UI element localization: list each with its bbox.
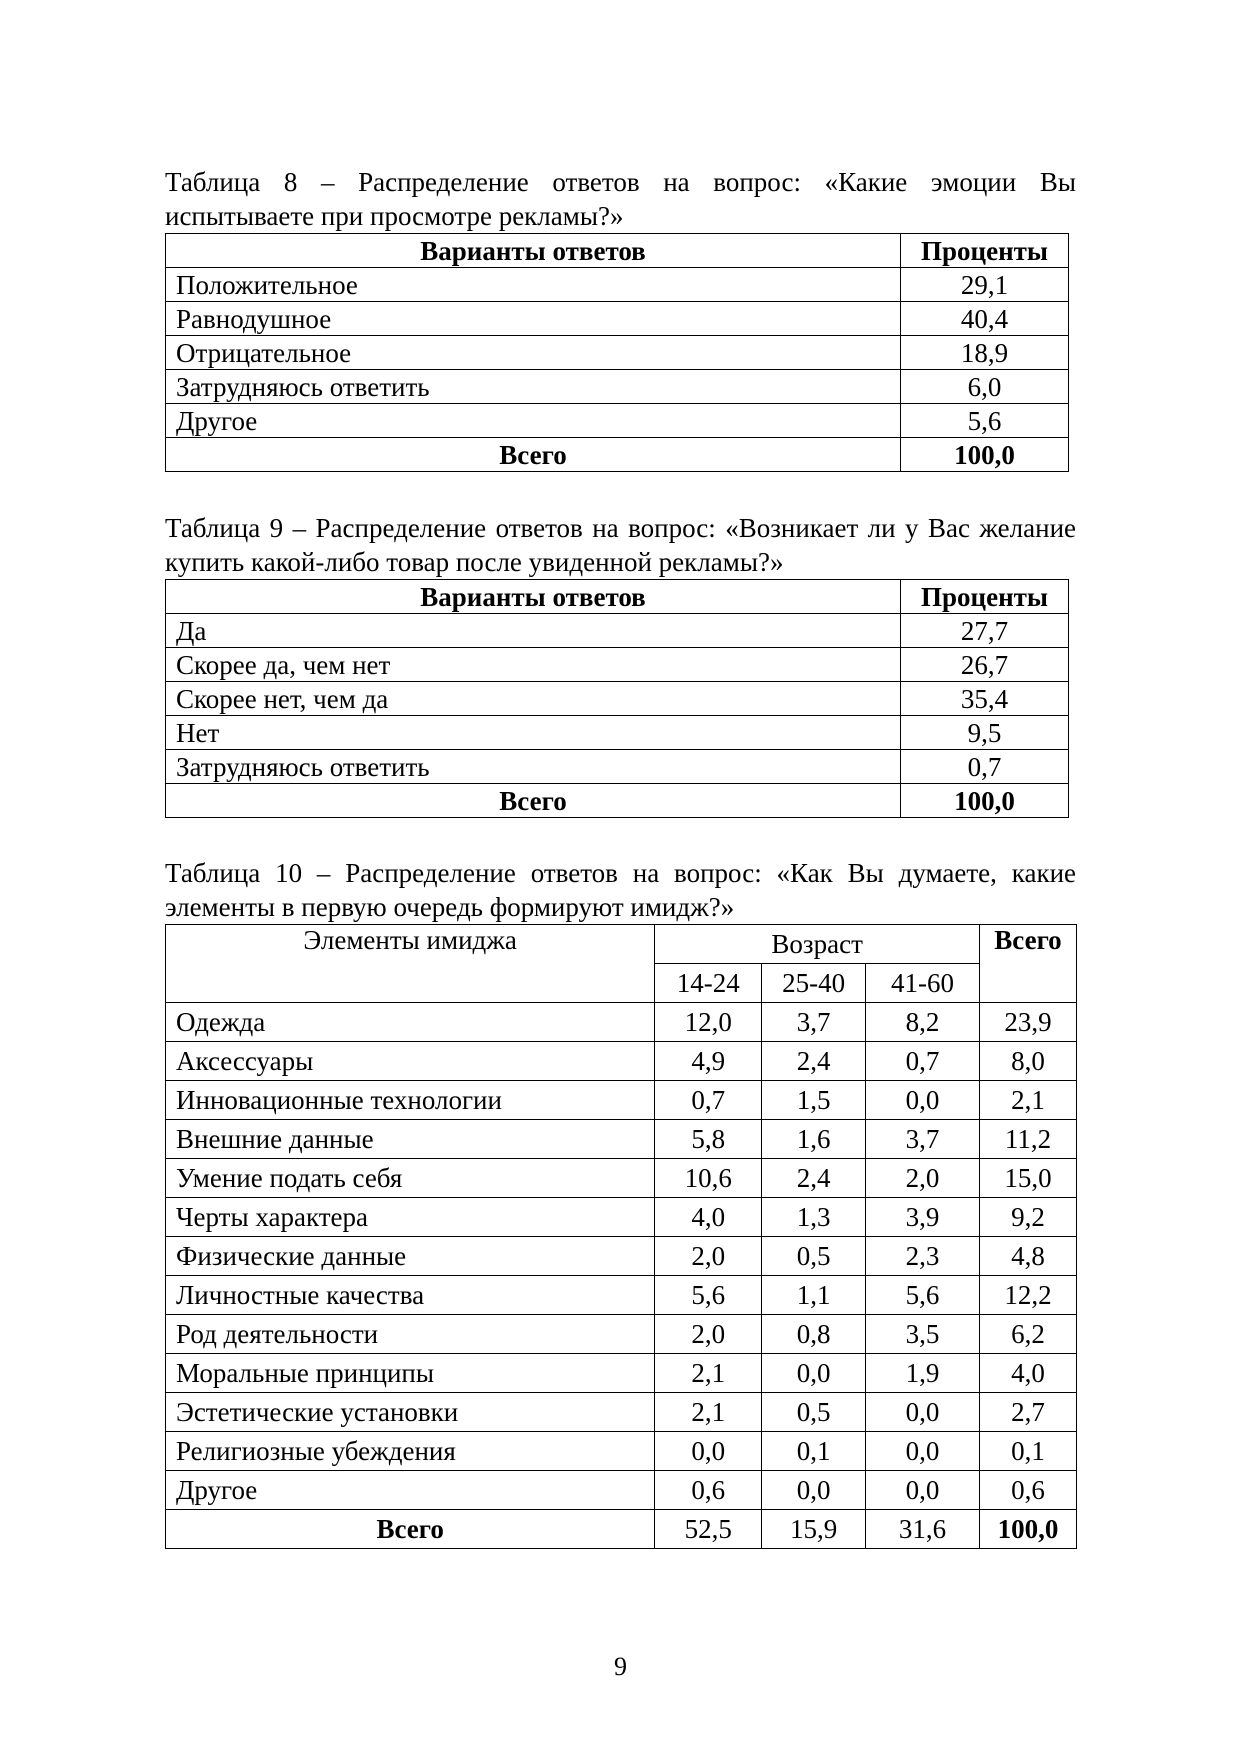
value-cell: 2,4 [762, 1159, 866, 1198]
header-cell-age: Возраст [655, 925, 980, 964]
table-row [166, 750, 1069, 784]
value-cell: 5,8 [655, 1120, 762, 1159]
table10-section [165, 856, 1077, 1549]
value-cell: 2,0 [866, 1159, 980, 1198]
table9 [165, 579, 1069, 818]
value-cell: 0,0 [866, 1471, 980, 1510]
table-row [166, 336, 1069, 370]
table-row [166, 1042, 1077, 1081]
value-cell: 0,0 [762, 1471, 866, 1510]
header-cell: Проценты [901, 234, 1069, 268]
total-value-cell: 31,6 [866, 1510, 980, 1549]
answer-cell: Да [166, 614, 901, 648]
value-cell: 0,0 [866, 1393, 980, 1432]
value-cell: 6,2 [979, 1315, 1076, 1354]
total-value-cell: 100,0 [901, 784, 1069, 818]
value-cell: 2,0 [655, 1237, 762, 1276]
value-cell: 8,2 [866, 1003, 980, 1042]
value-cell: 0,7 [866, 1042, 980, 1081]
value-cell: 0,0 [866, 1081, 980, 1120]
header-cell: Варианты ответов [166, 580, 901, 614]
value-cell: 2,7 [979, 1393, 1076, 1432]
table-row [166, 370, 1069, 404]
value-cell: 3,5 [866, 1315, 980, 1354]
total-label-cell: Всего [166, 438, 901, 472]
table-row [166, 1237, 1077, 1276]
value-cell: 0,8 [762, 1315, 866, 1354]
header-cell-elements: Элементы имиджа [166, 925, 655, 1003]
table-header-row [166, 580, 1069, 614]
value-cell: 0,0 [866, 1432, 980, 1471]
answer-cell: Другое [166, 404, 901, 438]
total-row [166, 784, 1069, 818]
element-cell: Одежда [166, 1003, 655, 1042]
header-cell-age-group: 41-60 [866, 964, 980, 1003]
table-row [166, 1198, 1077, 1237]
table-row [166, 1159, 1077, 1198]
table-row [166, 1081, 1077, 1120]
value-cell: 12,2 [979, 1276, 1076, 1315]
table-row [166, 1432, 1077, 1471]
table-row [166, 1120, 1077, 1159]
table-row [166, 268, 1069, 302]
table8-caption: Таблица 8 – Распределение ответов на вопрос: «Какие эмоции Вы испытываете при просмотре рекламы?» [165, 167, 1076, 231]
table-row [166, 1315, 1077, 1354]
percent-cell: 27,7 [901, 614, 1069, 648]
value-cell: 2,1 [655, 1393, 762, 1432]
element-cell: Черты характера [166, 1198, 655, 1237]
table10 [165, 924, 1077, 1549]
answer-cell: Отрицательное [166, 336, 901, 370]
value-cell: 0,0 [762, 1354, 866, 1393]
percent-cell: 9,5 [901, 716, 1069, 750]
value-cell: 2,1 [655, 1354, 762, 1393]
value-cell: 10,6 [655, 1159, 762, 1198]
table-header-row [166, 234, 1069, 268]
value-cell: 2,0 [655, 1315, 762, 1354]
percent-cell: 35,4 [901, 682, 1069, 716]
element-cell: Религиозные убеждения [166, 1432, 655, 1471]
value-cell: 0,5 [762, 1237, 866, 1276]
value-cell: 5,6 [866, 1276, 980, 1315]
percent-cell: 5,6 [901, 404, 1069, 438]
value-cell: 1,6 [762, 1120, 866, 1159]
table8-body [166, 268, 1069, 472]
table-row [166, 716, 1069, 750]
table-header-row [166, 925, 1077, 964]
page-number: 9 [614, 1652, 627, 1681]
value-cell: 3,7 [866, 1120, 980, 1159]
table-row [166, 1471, 1077, 1510]
element-cell: Умение подать себя [166, 1159, 655, 1198]
element-cell: Род деятельности [166, 1315, 655, 1354]
value-cell: 2,4 [762, 1042, 866, 1081]
table-row [166, 302, 1069, 336]
value-cell: 1,3 [762, 1198, 866, 1237]
table-row [166, 404, 1069, 438]
table8-section [165, 165, 1076, 472]
total-row [166, 438, 1069, 472]
table9-section [165, 511, 1076, 818]
answer-cell: Положительное [166, 268, 901, 302]
total-label-cell: Всего [166, 784, 901, 818]
answer-cell: Затрудняюсь ответить [166, 750, 901, 784]
value-cell: 0,5 [762, 1393, 866, 1432]
answer-cell: Нет [166, 716, 901, 750]
element-cell: Инновационные технологии [166, 1081, 655, 1120]
percent-cell: 18,9 [901, 336, 1069, 370]
total-value-cell: 100,0 [901, 438, 1069, 472]
value-cell: 0,6 [979, 1471, 1076, 1510]
value-cell: 0,1 [979, 1432, 1076, 1471]
answer-cell: Равнодушное [166, 302, 901, 336]
header-cell: Проценты [901, 580, 1069, 614]
element-cell: Личностные качества [166, 1276, 655, 1315]
total-row [166, 1510, 1077, 1549]
value-cell: 1,9 [866, 1354, 980, 1393]
table-row [166, 1276, 1077, 1315]
total-label-cell: Всего [166, 1510, 655, 1549]
value-cell: 1,1 [762, 1276, 866, 1315]
element-cell: Внешние данные [166, 1120, 655, 1159]
table-row [166, 1393, 1077, 1432]
header-cell: Варианты ответов [166, 234, 901, 268]
value-cell: 4,8 [979, 1237, 1076, 1276]
percent-cell: 40,4 [901, 302, 1069, 336]
element-cell: Аксессуары [166, 1042, 655, 1081]
value-cell: 4,0 [655, 1198, 762, 1237]
answer-cell: Скорее нет, чем да [166, 682, 901, 716]
value-cell: 11,2 [979, 1120, 1076, 1159]
table9-caption: Таблица 9 – Распределение ответов на вопрос: «Возникает ли у Вас желание купить какой-либо товар после увиденной рекламы?» [165, 513, 1076, 577]
value-cell: 1,5 [762, 1081, 866, 1120]
value-cell: 2,1 [979, 1081, 1076, 1120]
element-cell: Другое [166, 1471, 655, 1510]
table-row [166, 682, 1069, 716]
value-cell: 8,0 [979, 1042, 1076, 1081]
table-row [166, 648, 1069, 682]
header-cell-age-group: 25-40 [762, 964, 866, 1003]
element-cell: Физические данные [166, 1237, 655, 1276]
total-value-cell: 100,0 [979, 1510, 1076, 1549]
value-cell: 3,7 [762, 1003, 866, 1042]
table8 [165, 233, 1069, 472]
answer-cell: Затрудняюсь ответить [166, 370, 901, 404]
value-cell: 15,0 [979, 1159, 1076, 1198]
total-value-cell: 52,5 [655, 1510, 762, 1549]
value-cell: 4,0 [979, 1354, 1076, 1393]
percent-cell: 29,1 [901, 268, 1069, 302]
value-cell: 2,3 [866, 1237, 980, 1276]
value-cell: 4,9 [655, 1042, 762, 1081]
table-row [166, 614, 1069, 648]
percent-cell: 26,7 [901, 648, 1069, 682]
value-cell: 0,0 [655, 1432, 762, 1471]
table-row [166, 1354, 1077, 1393]
value-cell: 5,6 [655, 1276, 762, 1315]
element-cell: Моральные принципы [166, 1354, 655, 1393]
table-row [166, 1003, 1077, 1042]
value-cell: 3,9 [866, 1198, 980, 1237]
header-cell-age-group: 14-24 [655, 964, 762, 1003]
element-cell: Эстетические установки [166, 1393, 655, 1432]
total-value-cell: 15,9 [762, 1510, 866, 1549]
percent-cell: 6,0 [901, 370, 1069, 404]
table10-body [166, 1003, 1077, 1549]
header-cell-total: Всего [979, 925, 1076, 1003]
value-cell: 23,9 [979, 1003, 1076, 1042]
table9-body [166, 614, 1069, 818]
value-cell: 0,7 [655, 1081, 762, 1120]
value-cell: 0,1 [762, 1432, 866, 1471]
value-cell: 12,0 [655, 1003, 762, 1042]
table10-caption: Таблица 10 – Распределение ответов на вопрос: «Как Вы думаете, какие элементы в первую очередь формируют имидж?» [165, 858, 1076, 922]
value-cell: 0,6 [655, 1471, 762, 1510]
answer-cell: Скорее да, чем нет [166, 648, 901, 682]
value-cell: 9,2 [979, 1198, 1076, 1237]
percent-cell: 0,7 [901, 750, 1069, 784]
